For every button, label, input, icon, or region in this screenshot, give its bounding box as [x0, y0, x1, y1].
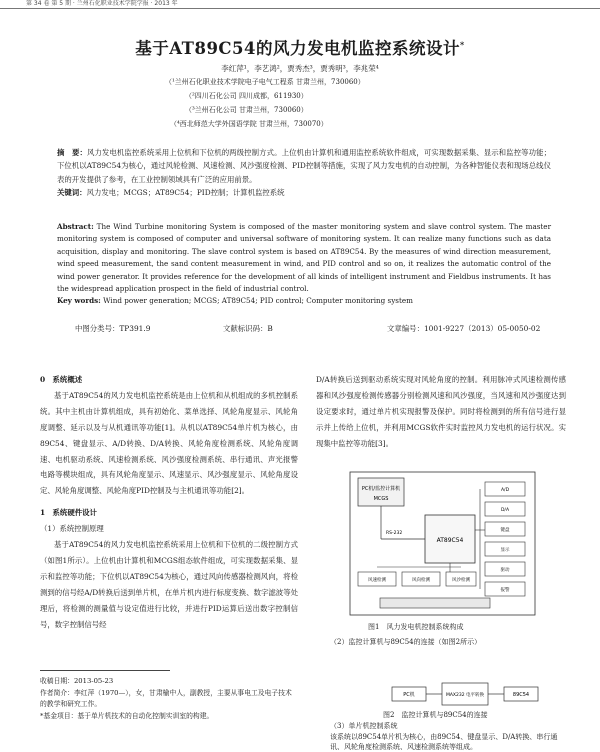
block-sand-label: 风沙检测 [452, 578, 470, 583]
figure-2-diagram [390, 675, 540, 711]
footnote-fund: *基金项目：基于单片机技术的自动化控制实训室的构建。 [40, 711, 214, 720]
article-number: 文章编号：1001-9227（2013）05-0050-02 [387, 324, 541, 333]
en-keywords-text: Wind power generation; MCGS; AT89C54; PID control; Computer monitoring system [103, 296, 413, 306]
affiliation-4: （⁴西北师范大学外国语学院 甘肃兰州，730070） [170, 120, 328, 128]
block-wind-speed-label: 风速检测 [368, 578, 386, 583]
footnote-rule [40, 670, 170, 671]
section-0-text: 基于AT89C54的风力发电机监控系统是由上位机和从机组成的多机控制系统。其中主机由计算机组成，具有初始化、菜单选择、风轮角度显示、风轮角度调整、延示以及与从机通讯等功能[1]。从机以AT89C54单片机为核心，由89C54、键盘显示、A/D转换、D/A转换、风轮角度检测系统、风轮角度调速、电机驱动系统、风速检测系统、风沙强度检测系统、串行通讯、声光报警电路等模块组成，具有风轮角度显示、风速显示、风沙强度显示、风轮角度设定、风轮角度调整、风轮角度PID控制及与主机通讯等功能[2]。 [40, 390, 298, 496]
footnote-received: 收稿日期：2013-05-23 [40, 677, 114, 685]
keywords-text: 风力发电；MCGS；AT89C54；PID控制；计算机监控系统 [86, 188, 285, 198]
block-driver-label: 驱动 [500, 568, 510, 573]
running-head: 第 34 卷 第 5 期 · 兰州石化职业技术学院学报 · 2013 年 [0, 0, 600, 9]
block-alarm-label: 报警 [500, 588, 510, 593]
mcgs-label: MCGS [373, 496, 389, 502]
en-abstract-text: The Wind Turbine monitoring System is composed of the master monitoring system and slave control system. The master monitoring system is composed of computer and universal software of monitoring system. It can realize many functions such as data acquisition, display and monitoring. The slave control system is based on AT89C54. By the measures of wind direction measurement, wind speed measurement, the sand content measurement in wind, and PID control and so on, it realizes the automatic control of the wind power generator. It provides reference for the development of all kinds of intelligent instrument and Fieldbus instruments. It has the widespread application prospect in the field of industrial control. [57, 222, 551, 294]
turbine-block [380, 598, 490, 608]
en-keywords-label: Key words: [57, 296, 101, 306]
author-list: 李红萍¹，李艺鸿²，贾秀杰³，贾秀明³，李兆荣⁴ [221, 64, 379, 73]
subsection-2-title: （2）监控计算机与89C54的连接（如图2所示） [330, 638, 482, 646]
clc-number: 中图分类号：TP391.9 [75, 324, 151, 333]
section-1-subtitle: （1）系统控制原理 [40, 524, 104, 534]
chinese-abstract [57, 146, 551, 200]
keywords-label: 关键词： [57, 188, 87, 198]
section-1-text: 基于AT89C54的风力发电机监控系统采用上位机和下位机的二级控制方式（如图1所示）。上位机由计算机和MCGS组态软件组成，可实现数据采集、显示和监控等功能；下位机以AT89C54为核心，通过风向传感器检测风向，将检测到的信号经A/D转换后送到单片机，在单片机内进行标度变换、数字滤波等处理后，将检测的测量值与设定值进行比较，并进行PID运算后送出数字控制信号，数字控制信号经 [40, 540, 298, 629]
affiliation-2: （²四川石化公司 四川成都，611930） [185, 92, 308, 100]
block-display-label: 显示 [500, 548, 510, 553]
figure-1-caption: 图1 风力发电机控制系统构成 [368, 623, 464, 631]
abstract-text: 风力发电机监控系统采用上位机和下位机的两级控制方式。上位机由计算机和通用监控系统软件组成，可实现数据采集、显示和监控等功能；下位机以AT89C54为核心，通过风轮检测、风速检测、风沙强度检测、PID控制等措施，实现了风力发电机的自动控制，为各种智能仪表和现场总线仪表的开发提供了参考，在工业控制领域具有广泛的应用前景。 [57, 148, 551, 184]
en-abstract-label: Abstract: [57, 222, 94, 231]
right-column-top [316, 372, 566, 452]
affiliation-1: （¹兰州石化职业技术学院电子电气工程系 甘肃兰州，730060） [165, 78, 365, 86]
fig2-pc-label: PC机 [403, 692, 415, 698]
fig2-max232-label: MAX232 电平转换 [445, 693, 485, 698]
block-ad-label: A/D [500, 488, 510, 493]
subsection-3-title: （3）单片机控制系统 [330, 722, 398, 730]
affiliation-3: （³兰州石化公司 甘肃兰州，730060） [185, 106, 308, 114]
doc-code: 文献标识码：B [223, 324, 273, 333]
left-column [40, 372, 298, 633]
block-wind-direction-label: 风向检测 [412, 578, 430, 583]
paper-title: 基于AT89C54的风力发电机监控系统设计* [135, 39, 465, 58]
section-0-title: 0 系统概述 [40, 375, 83, 384]
pc-label: PC机/监控计算机 [361, 486, 401, 492]
block-keyboard-label: 键盘 [500, 528, 510, 533]
abstract-label: 摘 要： [57, 148, 87, 157]
subsection-3-text: 该系统以89C54单片机为核心，由89C54、键盘显示、D/A转换、串行通讯、风轮角度检测系统、风速检测系统等组成。 [330, 733, 558, 751]
section-1-title: 1 系统硬件设计 [40, 508, 97, 518]
fig2-mcu-label: 89C54 [512, 692, 530, 698]
footnote-bio: 作者简介：李红萍（1970—），女，甘肃榆中人，副教授，主要从事电工及电子技术的教学和研究工作。 [40, 688, 292, 708]
english-abstract [57, 221, 551, 308]
right-column-text: D/A转换后送到驱动系统实现对风轮角度的控制。利用脉冲式风速检测传感器和风沙强度检测传感器分别检测风速和风沙强度，当风速和风沙强度达到设定要求时，通过单片机实现报警及保护。同时将检测到的所有信号进行显示并上传给上位机，并利用MCGS软件实时监控风力发电机的运行状况。实现集中监控等功能[3]。 [316, 375, 566, 448]
figure-2-caption: 图2 监控计算机与89C54的连接 [383, 711, 488, 719]
bus-label: RS-232 [386, 531, 403, 536]
mcu-label: AT89C54 [436, 537, 464, 544]
block-da-label: D/A [500, 508, 510, 513]
figure-1-diagram [320, 470, 560, 620]
footnote [40, 676, 298, 722]
